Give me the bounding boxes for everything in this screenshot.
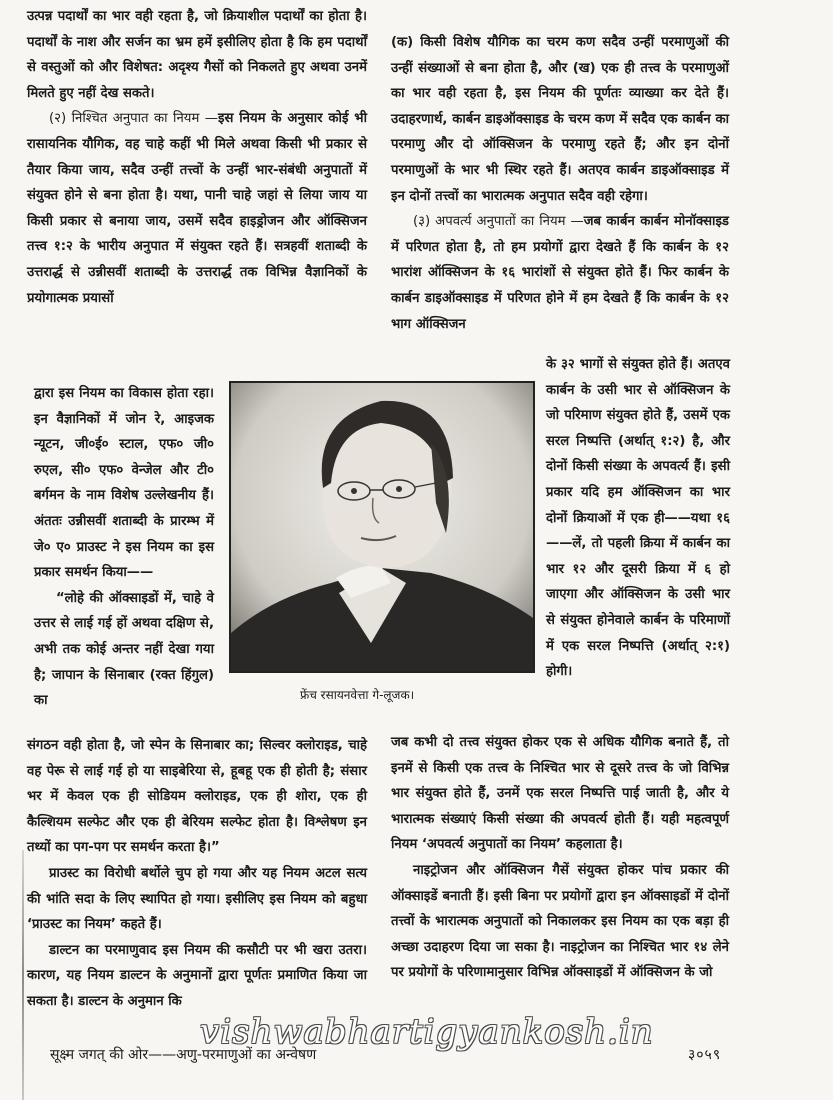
section-3-heading: (३) अपवर्त्य अनुपातों का नियम — — [413, 214, 584, 230]
left-column-top — [27, 4, 367, 311]
right-column-beside-figure — [546, 352, 730, 685]
portrait-engraving-icon — [231, 383, 533, 671]
right-column-bottom — [391, 730, 729, 986]
section-2-heading: (२) निश्चित अनुपात का नियम — — [49, 111, 218, 127]
carbon-ratio-paragraph: के ३२ भागों से संयुक्त होते हैं। अतएव कार्बन के उसी भार से ऑक्सिजन के जो परिमाण संयुक्त होते हैं, उसमें एक सरल निष्पत्ति (अर्थात् १:२) है, और दोनों किसी संख्या के अपवर्त्य हैं। इसी प्रकार यदि हम ऑक्सिजन का भार दोनों क्रियाओं में एक ही——यथा १६——लें, तो पहली क्रिया में कार्बन का भार १२ और दूसरी क्रिया में ६ हो जाएगा और ऑक्सिजन के उसी भार से संयुक्त होनेवाले कार्बन के परिमाणों में एक सरल निष्पत्ति (अर्थात् २:१) होगी। — [546, 357, 730, 680]
page-binding-edge — [22, 850, 24, 1100]
figure-caption: फ्रेंच रसायनवेत्ता गे-लूजक। — [300, 688, 415, 702]
scientists-paragraph: द्वारा इस नियम का विकास होता रहा। इन वैज्ञानिकों में जोन रे, आइजक न्यूटन, जी०ई० स्टाल, एफ० जी० रुएल, सी० एफ० वेन्जेल और टी० बर्गमन के नाम विशेष उल्लेखनीय हैं। अंततः उन्नीसवीं शताब्दी के प्रारम्भ में जे० ए० प्राउस्ट ने इस नियम का इस प्रकार समर्थन किया—— — [34, 386, 214, 581]
proust-law-paragraph: प्राउस्ट का विरोधी बर्थोले चुप हो गया और यह नियम अटल सत्य की भांति सदा के लिए स्थापित हो गया। इसीलिए इस नियम को बहुधा ‘प्राउस्ट का नियम’ कहते हैं। — [27, 865, 367, 933]
watermark: vishwabhartigyankosh.in — [200, 1012, 654, 1052]
section-3-text: जब कार्बन कार्बन मोनॉक्साइड में परिणत होता है, तो हम प्रयोगों द्वारा देखते हैं कि कार्बन के १२ भारांश ऑक्सिजन के १६ भारांशों से संयुक्त होते हैं। फिर कार्बन के कार्बन डाइऑक्साइड में परिणत होने में हम देखते हैं कि कार्बन के १२ भाग ऑक्सिजन — [391, 214, 729, 332]
page-number: ३०५९ — [688, 1047, 722, 1063]
left-paragraph-1: उत्पन्न पदार्थों का भार वही रहता है, जो क्रियाशील पदार्थों का होता है। पदार्थों के नाश और सर्जन का भ्रम हमें इसीलिए होता है कि हम पदार्थों से वस्तुओं को और विशेषत: अदृश्य गैसों को निकलते हुए अथवा उनमें मिलते हुए नहीं देख सकते। — [27, 9, 367, 101]
portrait-figure — [229, 381, 535, 673]
left-column-bottom — [27, 733, 367, 1015]
section-2-text: इस नियम के अनुसार कोई भी रासायनिक यौगिक, वह चाहे कहीं भी मिले अथवा किसी भी प्रकार से तैयार किया जाय, सदैव उन्हीं तत्त्वों के उन्हीं भार-संबंधी अनुपातों में संयुक्त होने से बना होता है। यथा, पानी चाहे जहां से लिया जाय या किसी प्रकार से बनाया जाय, उसमें सदैव हाइड्रोजन और ऑक्सिजन तत्त्व १:२ के भारीय अनुपात में संयुक्त रहते हैं। सत्रहवीं शताब्दी के उत्तरार्द्ध से उन्नीसवीं शताब्दी के उत्तरार्द्ध तक विभिन्न वैज्ञानिकों के प्रयोगात्मक प्रयासों — [27, 111, 367, 306]
proust-quote-continued: संगठन वही होता है, जो स्पेन के सिनाबार का; सिल्वर क्लोराइड, चाहे वह पेरू से लाई गई हो या साइबेरिया से, हूबहू एक ही होती है; संसार भर में केवल एक ही सोडियम क्लोराइड, एक ही शोरा, एक ही कैल्शियम सल्फेट और एक ही बेरियम सल्फेट होता है। विश्लेषण इन तथ्यों का पग-पग पर समर्थन करता है।” — [27, 738, 367, 856]
section-2-paragraph — [27, 106, 367, 311]
section-3-paragraph — [391, 209, 729, 337]
right-column-top — [391, 30, 729, 337]
proust-quote-start: “लोहे की ऑक्साइडों में, चाहे वे उत्तर से लाई गई हों अथवा दक्षिण से, अभी तक कोई अन्तर नहीं देखा गया है; जापान के सिनाबार (रक्त हिंगुल) का — [34, 590, 214, 709]
multiple-proportions-rule: जब कभी दो तत्त्व संयुक्त होकर एक से अधिक यौगिक बनाते हैं, तो इनमें से किसी एक तत्त्व के निश्चित भार से दूसरे तत्त्व के जो विभिन्न भार संयुक्त होते हैं, उनमें एक सरल निष्पत्ति पाई जाती है, और ये भारात्मक संख्याएं किसी संख्या की अपवर्त्य होती हैं। यही महत्वपूर्ण नियम ‘अपवर्त्य अनुपातों का नियम’ कहलाता है। — [391, 735, 729, 853]
dalton-paragraph: डाल्टन का परमाणुवाद इस नियम की कसौटी पर भी खरा उतरा। कारण, यह नियम डाल्टन के अनुमानों द्वारा पूर्णतः प्रमाणित किया जा सकता है। डाल्टन के अनुमान कि — [27, 942, 367, 1009]
nitrogen-oxides-paragraph: नाइट्रोजन और ऑक्सिजन गैसें संयुक्त होकर पांच प्रकार की ऑक्साइडें बनाती हैं। इसी बिना पर प्रयोगों द्वारा इन ऑक्साइडों में दोनों तत्त्वों के भारात्मक अनुपातों को निकालकर इस नियम का एक बड़ा ही अच्छा उदाहरण दिया जा सका है। नाइट्रोजन का निश्चित भार १४ लेने पर प्रयोगों के परिणामानुसार विभिन्न ऑक्साइडों में ऑक्सिजन के जो — [391, 862, 729, 981]
right-paragraph-1: (क) किसी विशेष यौगिक का चरम कण सदैव उन्हीं परमाणुओं की उन्हीं संख्याओं से बना होता है, और (ख) एक ही तत्त्व के परमाणुओं का भार वही रहता है, इस नियम की पूर्णतः व्याख्या कर देते हैं। उदाहरणार्थ, कार्बन डाइऑक्साइड के चरम कण में सदैव एक कार्बन का परमाणु और दो ऑक्सिजन के परमाणु रहते हैं; और इन दोनों परमाणुओं के भार भी स्थिर रहते हैं। अतएव कार्बन डाइऑक्साइड में इन दोनों तत्त्वों का भारात्मक अनुपात सदैव वही रहेगा। — [391, 35, 729, 204]
running-title: सूक्ष्म जगत् की ओर——अणु-परमाणुओं का अन्वेषण — [50, 1047, 317, 1063]
left-column-beside-figure — [34, 381, 214, 714]
